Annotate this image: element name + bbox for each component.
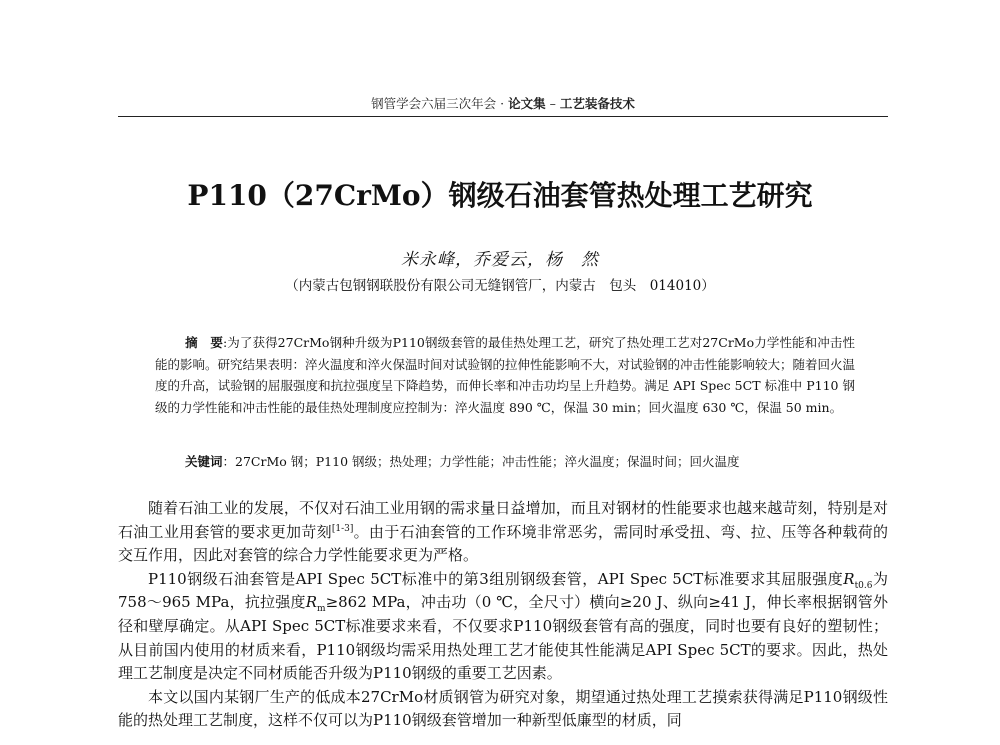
symbol-r-t06: R	[843, 569, 855, 588]
paragraph-1-text-cont: 。由于石油套管的工作环境非常恶劣，需同时承受扭、弯、拉、压等各种载荷的交互作用，因此对套管的综合力学性能要求更为严格。	[118, 522, 888, 565]
header-rule	[118, 116, 888, 117]
paragraph-3: 本文以国内某钢厂生产的低成本27CrMo材质钢管为研究对象，期望通过热处理工艺摸索获得满足P110钢级性能的热处理工艺制度，这样不仅可以为P110钢级套管增加一种新型低廉型的材质，同	[118, 687, 888, 730]
keywords-label: 关键词	[185, 454, 223, 469]
body-text	[118, 497, 888, 733]
citation: [1-3]	[331, 523, 354, 534]
header-section: 工艺装备技术	[559, 96, 635, 111]
affiliation: （内蒙古包钢钢联股份有限公司无缝钢管厂，内蒙古 包头 014010）	[285, 278, 715, 294]
authors: 米永峰，乔爱云，杨 然	[401, 250, 599, 270]
paragraph-2-text: P110钢级石油套管是API Spec 5CT标准中的第3组別钢级套管，API Spec 5CT标准要求其屈服强度	[148, 569, 844, 588]
keywords-text: ：27CrMo 钢；P110 钢级；热处理；力学性能；冲击性能；淬火温度；保温时间；回火温度	[222, 454, 740, 469]
paragraph-2-text-c: ≥862 MPa，冲击功（0 ℃，全尺寸）横向≥20 J、纵向≥41 J，伸长率根据钢管外径和壁厚确定。从API Spec 5CT标准要求来看，不仅要求P110钢级套管有高的强度，同时也要有良好的塑韧性；从目前国内使用的材质来看，P110钢级均需采用热处理工艺才能使其性能满足API Spec 5CT的要求。因此，热处理工艺制度是决定不同材质能否升级为P110钢级的重要工艺因素。	[118, 593, 888, 683]
paragraph-2	[118, 568, 888, 686]
paragraph-1	[118, 497, 888, 568]
header-dash: –	[549, 96, 556, 111]
subscript-m: m	[317, 604, 326, 615]
keywords	[155, 451, 855, 472]
header-collection: 论文集	[508, 96, 546, 111]
paragraph-1-text: 随着石油工业的发展，不仅对石油工业用钢的需求量日益增加，而且对钢材的性能要求也越来越苛刻，特别是对石油工业用套管的要求更加苛刻	[118, 499, 888, 541]
symbol-r-m: R	[305, 593, 318, 612]
header-prefix: 钢管学会六届三次年会 ·	[371, 96, 505, 111]
paper-title: P110（27CrMo）钢级石油套管热处理工艺研究	[187, 179, 813, 212]
paragraph-2-text-b: 为758～965 MPa，抗拉强度	[118, 569, 888, 612]
abstract-text: :为了获得27CrMo钢种升级为P110钢级套管的最佳热处理工艺，研究了热处理工艺对27CrMo力学性能和冲击性能的影响。研究结果表明：淬火温度和淬火保温时间对试验钢的拉伸性能影响不大，对试验钢的冲击性能影响较大；随着回火温度的升高，试验钢的屈服强度和抗拉强度呈下降趋势，而伸长率和冲击功均呈上升趋势。满足 API Spec 5CT 标准中 P110 钢级的力学性能和冲击性能的最佳热处理制度应控制为：淬火温度 890 ℃，保温 30 min；回火温度 630 ℃，保温 50 min。	[155, 335, 856, 415]
abstract-label: 摘 要	[185, 335, 223, 350]
abstract	[155, 332, 855, 418]
subscript-t06: t0.6	[854, 580, 873, 591]
running-header	[118, 95, 888, 113]
